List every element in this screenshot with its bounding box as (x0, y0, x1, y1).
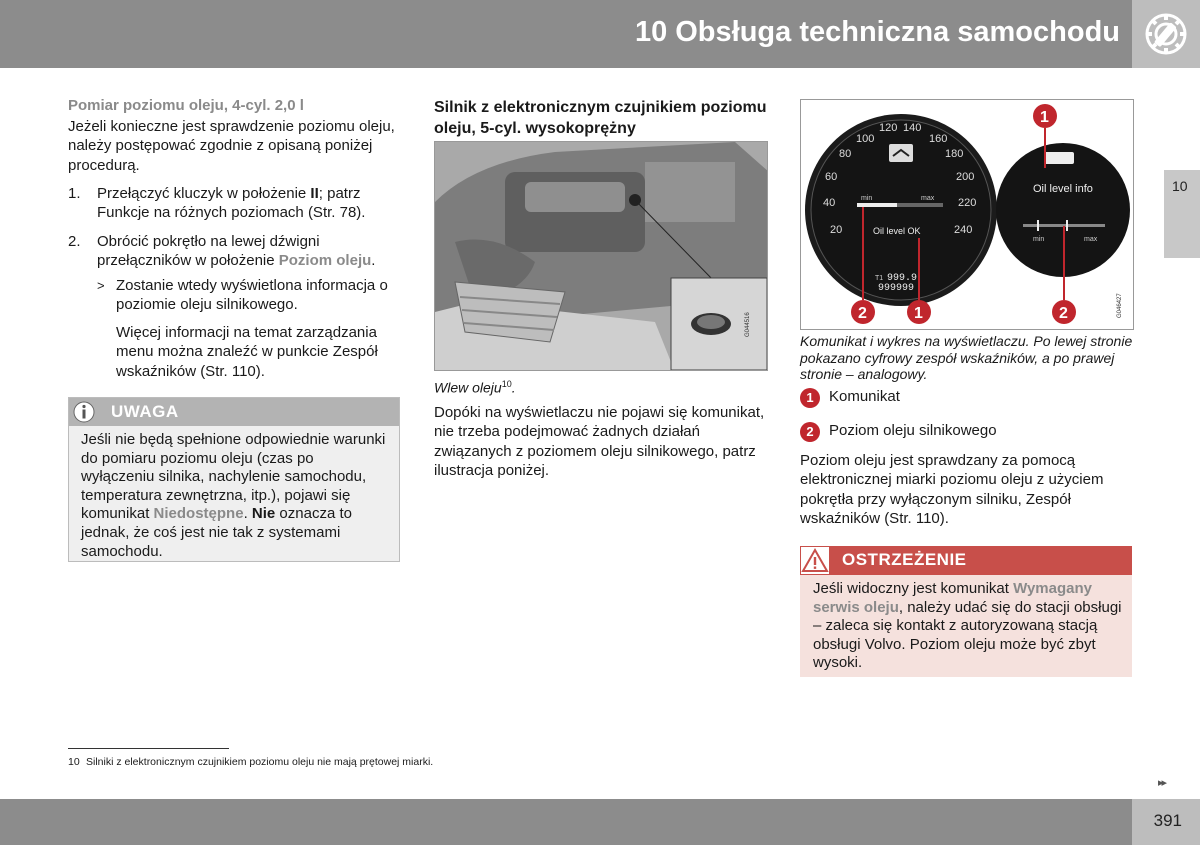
digital-max-label: max (921, 195, 935, 202)
callout-2-right: 2 (1059, 305, 1068, 322)
result-text: Zostanie wtedy wyświetlona informacja o poziomie oleju silnikowego. (116, 277, 388, 314)
step-number: 1. (68, 185, 81, 202)
chapter-title: 10 Obsługa techniczna samochodu (634, 16, 1120, 48)
odo-t1-label: T1 (875, 275, 884, 282)
middle-paragraph: Dopóki na wyświetlaczu nie pojawi się komunikat, nie trzeba podejmować żadnych działań związanych z poziomem oleju silnikowego, patrz ilustracja poniżej. (434, 404, 765, 479)
footnote (68, 756, 433, 768)
step-1 (68, 184, 402, 224)
step-result (97, 276, 402, 316)
more-info-paragraph: Więcej informacji na temat zarządzania menu można znaleźć w punkcie Zespół wskaźników (Str. 110). (116, 324, 378, 380)
chapter-icon-box (1132, 0, 1200, 68)
legend-item-2 (800, 422, 1134, 444)
callout-1-top: 1 (1040, 109, 1049, 126)
warning-triangle-icon (801, 547, 829, 574)
footnote-number: 10 (68, 756, 80, 768)
footnote-text: Silniki z elektronicznym czujnikiem poziomu oleju nie mają prętowej miarki. (86, 756, 434, 768)
chapter-side-tab (1164, 170, 1200, 258)
tick-80: 80 (839, 148, 852, 160)
tick-40: 40 (823, 197, 836, 209)
engine-caption: Wlew oleju$^{10}$. (434, 379, 516, 396)
legend-item-1 (800, 388, 1134, 410)
image-code: G044516 (745, 312, 751, 337)
next-page-marker: ▸▸ (1158, 777, 1166, 789)
gauge-caption: Komunikat i wykres na wyświetlaczu. Po lewej stronie pokazano cyfrowy zespół wskaźników, a po prawej stronie – analogowy. (800, 333, 1133, 382)
step-2 (68, 232, 402, 272)
engine-bay-illustration (434, 141, 768, 371)
step-number: 2. (68, 233, 81, 250)
warning-text: Jeśli widoczny jest komunikat Wymagany serwis oleju, należy udać się do stacji obsługi – zaleca się kontakt z autoryzowaną stacją obsługi Volvo. Poziom oleju może być zbyt wysoki. (813, 580, 1122, 672)
tick-140: 140 (903, 122, 922, 134)
section-heading-4cyl: Pomiar poziomu oleju, 4-cyl. 2,0 l (68, 97, 304, 114)
tick-60: 60 (825, 171, 838, 183)
footnote-rule (68, 748, 229, 749)
digital-min-label: min (861, 195, 873, 202)
image-code: G046427 (1117, 293, 1123, 318)
tick-160: 160 (929, 133, 948, 145)
gauge-drawing (801, 100, 1134, 330)
page-number: 391 (1153, 811, 1182, 830)
analog-min-label: min (1033, 236, 1045, 243)
tick-220: 220 (958, 197, 977, 209)
engine-bay-drawing (435, 142, 768, 371)
step-text: Przełączyć kluczyk w położenie II; patrz Funkcje na różnych poziomach (Str. 78). (97, 185, 366, 222)
legend-badge: 2 (800, 422, 820, 442)
page-header (0, 0, 1200, 68)
result-marker: > (97, 278, 105, 293)
legend-label: Poziom oleju silnikowego (829, 422, 997, 439)
oil-level-ok-text: Oil level OK (873, 226, 921, 236)
chapter-side-tab-label: 10 (1172, 178, 1188, 194)
analog-max-label: max (1084, 236, 1098, 243)
legend-badge: 1 (800, 388, 820, 408)
wrench-gear-icon (1144, 12, 1188, 56)
right-paragraph: Poziom oleju jest sprawdzany za pomocą elektronicznej miarki poziomu oleju z użyciem pokrętła przy wyłączonym silniku, Zespół wskaźników (Str. 110). (800, 452, 1104, 527)
tick-20: 20 (830, 224, 843, 236)
tick-180: 180 (945, 148, 964, 160)
note-box (68, 397, 400, 562)
callout-1-mid: 1 (914, 305, 923, 322)
tick-240: 240 (954, 224, 973, 236)
note-header (69, 398, 399, 426)
note-text: Jeśli nie będą spełnione odpowiednie warunki do pomiaru poziomu oleju (czas po wyłączeniu silnika, nachylenie samochodu, temperatura zewnętrzna, itp.), pojawi się komunikat Niedostępne. Nie oznacza to jednak, że coś jest nie tak z systemami samochodu. (81, 431, 386, 560)
section-heading-5cyl: Silnik z elektronicznym czujnikiem poziomu oleju, 5-cyl. wysokoprężny (434, 99, 767, 137)
oil-level-display-illustration (800, 99, 1134, 330)
page-number-box (1132, 799, 1200, 845)
warning-icon-cell (800, 546, 830, 575)
callout-2-left: 2 (858, 305, 867, 322)
tick-120: 120 (879, 122, 898, 134)
step-text: Obrócić pokrętło na lewej dźwigni przełączników w położenie Poziom oleju. (97, 233, 376, 270)
warning-box (800, 546, 1132, 677)
note-title: UWAGA (111, 402, 179, 421)
page-footer (0, 799, 1200, 845)
warning-title: OSTRZEŻENIE (842, 550, 967, 569)
oil-level-info-text: Oil level info (1033, 183, 1093, 195)
intro-paragraph: Jeżeli konieczne jest sprawdzenie poziomu oleju, należy postępować zgodnie z opisaną poniżej procedurą. (68, 118, 395, 174)
tick-100: 100 (856, 133, 875, 145)
tick-200: 200 (956, 171, 975, 183)
odo-total: 999999 (878, 283, 915, 294)
warning-header (800, 546, 1132, 575)
odo-trip: 999.9 (887, 273, 918, 284)
info-icon (73, 401, 95, 423)
legend-label: Komunikat (829, 388, 900, 405)
